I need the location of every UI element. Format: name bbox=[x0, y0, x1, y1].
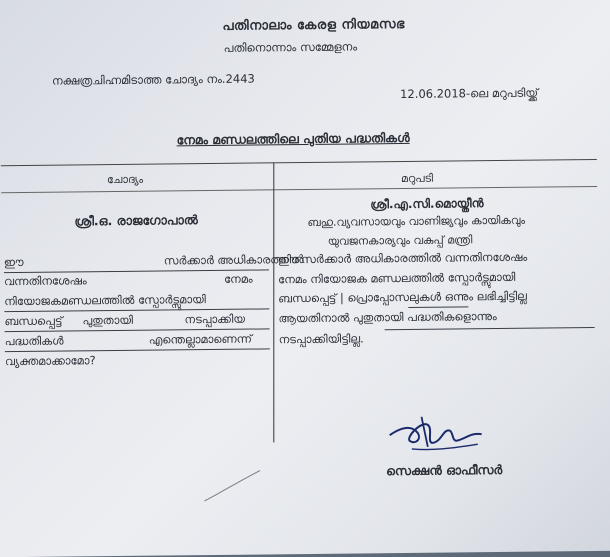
question-line-4a: ബന്ധപ്പെട്ട് bbox=[4, 313, 63, 329]
table-column-divider bbox=[273, 162, 274, 442]
answer-line-4: ആയതിനാൽ പുതുതായി പദ്ധതികളൊന്നും bbox=[278, 309, 497, 326]
question-number: നക്ഷത്രചിഹ്നമിടാത്ത ചോദ്യം നം.2443 bbox=[51, 71, 255, 88]
question-line-5a: പദ്ധതികൾ bbox=[4, 333, 64, 349]
question-line-4c: നടപ്പാക്കിയ bbox=[184, 311, 246, 327]
minister-portfolio-line-2: യുവജനകാര്യവും വകുപ്പ് മന്ത്രി bbox=[327, 233, 473, 248]
questioner-name: ശ്രീ.ഒ. രാജഗോപാൽ bbox=[74, 212, 198, 229]
question-line-1b: സർക്കാർ അധികാരത്തിൽ bbox=[163, 252, 304, 268]
session-heading: പതിനൊന്നാം സമ്മേളനം bbox=[223, 39, 358, 55]
question-line-2a: വന്നതിനശേഷം bbox=[3, 273, 87, 289]
answer-line-3: ബന്ധപ്പെട്ട് | പ്രൊപ്പോസലുകൾ ഒന്നും ലഭിച്ചിട്ടില്ല bbox=[278, 288, 527, 306]
answer-line-2: നേമം നിയോജക മണ്ഡലത്തിൽ സ്പോർട്സുമായി bbox=[277, 269, 516, 287]
assembly-heading: പതിനാലാം കേരള നിയമസഭ bbox=[222, 16, 405, 34]
minister-portfolio-line-1: ബഹു.വ്യവസായവും വാണിജ്യവും കായികവും bbox=[307, 213, 526, 230]
table-top-rule bbox=[1, 159, 597, 166]
minister-name: ശ്രീ.എ.സി.മൊയ്തീൻ bbox=[370, 196, 484, 212]
question-line-4b: പുതുതായി bbox=[82, 312, 134, 328]
question-line-2b: നേമം bbox=[223, 271, 253, 286]
pen-mark-icon bbox=[200, 464, 280, 505]
pen-underline bbox=[408, 306, 468, 308]
answer-column-header: മറുപടി bbox=[400, 171, 434, 186]
question-column-header: ചോദ്യം bbox=[106, 172, 144, 187]
reply-date: 12.06.2018-ലെ മറുപടിയ്ക്ക് bbox=[400, 85, 539, 102]
answer-line-1: ഈ സർക്കാർ അധികാരത്തിൽ വന്നതിനശേഷം bbox=[277, 249, 528, 267]
question-line-5b: എന്തെല്ലാമാണെന്ന് bbox=[148, 331, 253, 347]
question-line-6: വ്യക്തമാക്കാമോ? bbox=[4, 353, 96, 369]
question-line-3: നിയോജകമണ്ഡലത്തിൽ സ്പോർട്സുമായി bbox=[4, 292, 206, 309]
answer-line-5: നടപ്പാക്കിയിട്ടില്ല. bbox=[278, 331, 364, 347]
pen-underline bbox=[385, 327, 595, 330]
table-header-rule bbox=[1, 186, 597, 193]
signatory-designation: സെക്ഷൻ ഓഫീസർ bbox=[385, 461, 503, 479]
subject-title: നേമം മണ്ഡലത്തിലെ പുതിയ പദ്ധതികൾ bbox=[176, 129, 410, 148]
pen-underline bbox=[5, 348, 270, 352]
question-line-1a: ഈ bbox=[3, 254, 24, 270]
signature-icon bbox=[381, 404, 492, 465]
